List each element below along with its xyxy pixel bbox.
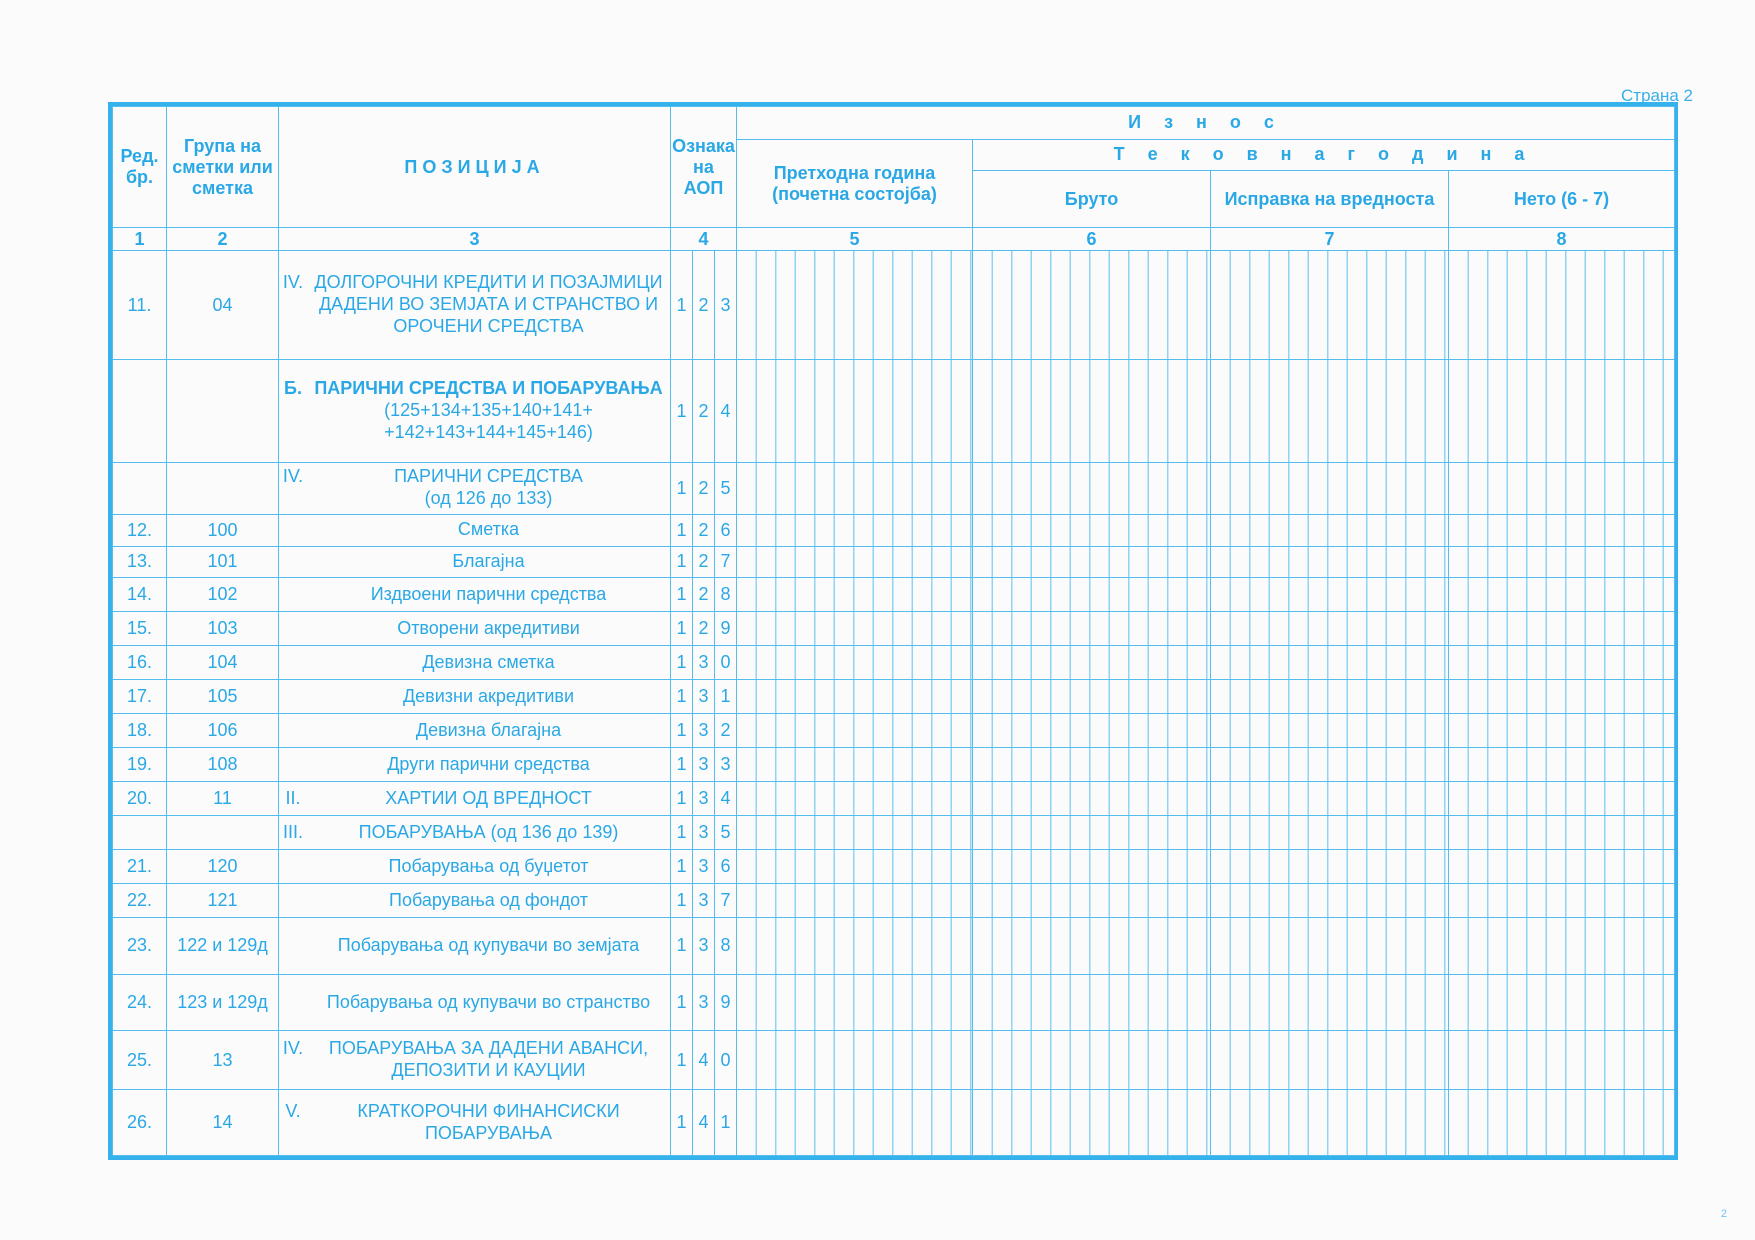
account-code: 108 [167,748,279,782]
account-code: 102 [167,578,279,612]
amount-prior-year-field[interactable] [737,646,973,680]
position-prefix [279,935,307,957]
amount-gross-field[interactable] [973,612,1211,646]
aop-digit: 1 [671,546,693,578]
amount-correction-field[interactable] [1211,748,1449,782]
position-prefix: II. [285,787,301,808]
amount-gross-field[interactable] [973,1031,1211,1090]
amount-net-field[interactable] [1449,748,1675,782]
position-prefix [279,720,307,742]
header-gross: Бруто [973,170,1211,228]
position-prefix [279,686,307,708]
aop-digit: 3 [693,714,715,748]
aop-digit: 9 [715,974,737,1031]
aop-digit: 7 [715,546,737,578]
position-prefix [279,992,307,1014]
position-cell [279,463,671,514]
amount-gross-field[interactable] [973,918,1211,975]
position-text: Девизни акредитиви [402,685,575,706]
amount-correction-field[interactable] [1211,850,1449,884]
position-text: Побарувања од купувачи во странство [326,991,651,1012]
header-current-year: Т е к о в н а г о д и н а [973,139,1675,170]
amount-gross-field[interactable] [973,251,1211,360]
position-text: ПАРИЧНИ СРЕДСТВА [394,466,583,487]
position-text: ПАРИЧНИ СРЕДСТВА И ПОБАРУВАЊА [314,378,663,399]
header-net: Нето (6 - 7) [1449,170,1675,228]
aop-digit: 1 [671,680,693,714]
position-cell [279,850,671,884]
amount-prior-year-field[interactable] [737,1090,973,1156]
aop-digit: 3 [715,748,737,782]
amount-net-field[interactable] [1449,578,1675,612]
aop-digit: 3 [715,251,737,360]
amount-gross-field[interactable] [973,714,1211,748]
aop-digit: 2 [693,463,715,514]
aop-digit: 3 [693,816,715,850]
aop-digit: 1 [715,680,737,714]
aop-digit: 6 [715,850,737,884]
position-prefix [279,519,307,541]
position-prefix: IV. [282,1038,304,1059]
amount-prior-year-field[interactable] [737,1031,973,1090]
aop-digit: 8 [715,918,737,975]
account-code: 104 [167,646,279,680]
position-cell [279,918,671,975]
position-prefix: III. [282,821,303,842]
aop-digit: 1 [671,463,693,514]
colnum-3: 3 [279,228,671,251]
footer-page-number: 2 [1720,1208,1727,1220]
table-row [113,612,1675,646]
amount-net-field[interactable] [1449,463,1675,514]
amount-prior-year-field[interactable] [737,463,973,514]
aop-digit: 4 [715,360,737,463]
row-number: 19. [113,748,167,782]
account-code: 105 [167,680,279,714]
header-group: Група на сметки или сметка [167,107,279,228]
colnum-1: 1 [113,228,167,251]
position-text: ХАРТИИ ОД ВРЕДНОСТ [385,787,592,808]
form-table [112,106,1675,1156]
amount-correction-field[interactable] [1211,1090,1449,1156]
header-prior-year: Претходна година (почетна состојба) [737,139,973,228]
colnum-8: 8 [1449,228,1675,251]
account-code: 123 и 129д [167,974,279,1031]
aop-digit: 2 [693,578,715,612]
amount-gross-field[interactable] [973,974,1211,1031]
amount-net-field[interactable] [1449,360,1675,463]
aop-digit: 1 [671,1090,693,1156]
account-code: 120 [167,850,279,884]
amount-prior-year-field[interactable] [737,612,973,646]
aop-digit: 3 [693,884,715,918]
amount-prior-year-field[interactable] [737,918,973,975]
amount-prior-year-field[interactable] [737,251,973,360]
amount-correction-field[interactable] [1211,1031,1449,1090]
amount-correction-field[interactable] [1211,546,1449,578]
amount-correction-field[interactable] [1211,514,1449,546]
row-number: 25. [113,1031,167,1090]
amount-net-field[interactable] [1449,714,1675,748]
position-prefix [279,890,307,912]
row-number: 17. [113,680,167,714]
position-cell [279,1090,671,1156]
position-prefix: V. [285,1100,301,1121]
row-number: 16. [113,646,167,680]
amount-correction-field[interactable] [1211,612,1449,646]
position-text: Благајна [452,550,525,571]
table-row [113,974,1675,1031]
amount-prior-year-field[interactable] [737,514,973,546]
row-number [113,463,167,514]
amount-prior-year-field[interactable] [737,680,973,714]
amount-correction-field[interactable] [1211,251,1449,360]
amount-prior-year-field[interactable] [737,748,973,782]
table-row [113,360,1675,463]
aop-digit: 4 [693,1090,715,1156]
amount-correction-field[interactable] [1211,646,1449,680]
table-row [113,646,1675,680]
account-code: 101 [167,546,279,578]
amount-gross-field[interactable] [973,578,1211,612]
aop-digit: 2 [693,612,715,646]
amount-correction-field[interactable] [1211,714,1449,748]
header-position: ПОЗИЦИЈА [279,107,671,228]
account-code: 122 и 129д [167,918,279,975]
account-code: 14 [167,1090,279,1156]
position-text: Сметка [457,519,520,540]
amount-net-field[interactable] [1449,1031,1675,1090]
amount-correction-field[interactable] [1211,680,1449,714]
aop-digit: 4 [693,1031,715,1090]
aop-digit: 1 [671,850,693,884]
position-text: Други парични средства [387,753,590,774]
table-row [113,251,1675,360]
amount-correction-field[interactable] [1211,884,1449,918]
amount-net-field[interactable] [1449,1090,1675,1156]
aop-digit: 8 [715,578,737,612]
aop-digit: 1 [671,782,693,816]
colnum-4: 4 [671,228,737,251]
amount-gross-field[interactable] [973,514,1211,546]
amount-prior-year-field[interactable] [737,974,973,1031]
position-text: КРАТКОРОЧНИ ФИНАНСИСКИ ПОБАРУВАЊА [357,1100,620,1143]
aop-digit: 3 [693,782,715,816]
aop-digit: 6 [715,514,737,546]
aop-digit: 3 [693,850,715,884]
header-rb: Ред. бр. [113,107,167,228]
account-code [167,463,279,514]
aop-digit: 0 [715,646,737,680]
aop-digit: 2 [693,251,715,360]
table-row [113,884,1675,918]
account-code [167,360,279,463]
colnum-2: 2 [167,228,279,251]
position-prefix: Б. [284,378,302,399]
account-code: 106 [167,714,279,748]
amount-net-field[interactable] [1449,918,1675,975]
aop-digit: 4 [715,782,737,816]
row-number [113,816,167,850]
aop-digit: 1 [671,514,693,546]
row-number: 18. [113,714,167,748]
table-row [113,546,1675,578]
amount-correction-field[interactable] [1211,974,1449,1031]
position-cell [279,748,671,782]
position-prefix [279,618,307,640]
aop-digit: 5 [715,463,737,514]
row-number: 15. [113,612,167,646]
amount-correction-field[interactable] [1211,918,1449,975]
account-code: 11 [167,782,279,816]
row-number: 20. [113,782,167,816]
row-number: 14. [113,578,167,612]
amount-gross-field[interactable] [973,748,1211,782]
position-text: Отворени акредитиви [397,617,580,638]
position-text: Побарувања од фондот [389,889,588,910]
position-cell [279,816,671,850]
aop-digit: 1 [671,578,693,612]
page-number-label: Страна 2 [1621,86,1693,105]
header-correction: Исправка на вредноста [1211,170,1449,228]
amount-gross-field[interactable] [973,360,1211,463]
table-row [113,1090,1675,1156]
aop-digit: 0 [715,1031,737,1090]
table-row [113,578,1675,612]
position-cell [279,514,671,546]
amount-gross-field[interactable] [973,1090,1211,1156]
position-cell [279,974,671,1031]
aop-digit: 2 [693,514,715,546]
aop-digit: 3 [693,918,715,975]
table-row [113,514,1675,546]
position-text: ПОБАРУВАЊА (од 136 до 139) [358,821,619,842]
amount-correction-field[interactable] [1211,816,1449,850]
amount-prior-year-field[interactable] [737,714,973,748]
aop-digit: 1 [715,1090,737,1156]
position-subtext: (од 126 до 133) [424,488,553,509]
position-text: Девизна благајна [415,719,562,740]
aop-digit: 1 [671,251,693,360]
amount-gross-field[interactable] [973,463,1211,514]
aop-digit: 1 [671,612,693,646]
row-number: 21. [113,850,167,884]
amount-net-field[interactable] [1449,884,1675,918]
amount-gross-field[interactable] [973,782,1211,816]
aop-digit: 1 [671,714,693,748]
amount-prior-year-field[interactable] [737,782,973,816]
aop-digit: 1 [671,918,693,975]
position-cell [279,578,671,612]
amount-prior-year-field[interactable] [737,884,973,918]
amount-net-field[interactable] [1449,974,1675,1031]
amount-prior-year-field[interactable] [737,816,973,850]
amount-gross-field[interactable] [973,816,1211,850]
row-number: 22. [113,884,167,918]
amount-gross-field[interactable] [973,546,1211,578]
position-prefix [279,754,307,776]
position-prefix: IV. [282,272,304,293]
amount-net-field[interactable] [1449,612,1675,646]
aop-digit: 7 [715,884,737,918]
position-cell [279,612,671,646]
amount-correction-field[interactable] [1211,360,1449,463]
account-code: 13 [167,1031,279,1090]
amount-gross-field[interactable] [973,850,1211,884]
table-row [113,714,1675,748]
table-row [113,918,1675,975]
amount-gross-field[interactable] [973,884,1211,918]
account-code: 121 [167,884,279,918]
header-amount: И з н о с [737,107,1675,140]
aop-digit: 1 [671,646,693,680]
table-row [113,463,1675,514]
row-number: 11. [113,251,167,360]
table-row [113,680,1675,714]
amount-gross-field[interactable] [973,680,1211,714]
amount-net-field[interactable] [1449,251,1675,360]
balance-sheet-form [108,102,1678,1160]
amount-net-field[interactable] [1449,680,1675,714]
aop-digit: 1 [671,360,693,463]
table-row [113,850,1675,884]
row-number: 26. [113,1090,167,1156]
amount-correction-field[interactable] [1211,463,1449,514]
amount-net-field[interactable] [1449,850,1675,884]
amount-gross-field[interactable] [973,646,1211,680]
amount-prior-year-field[interactable] [737,360,973,463]
position-text: Девизна сметка [422,651,555,672]
aop-digit: 1 [671,1031,693,1090]
account-code: 103 [167,612,279,646]
account-code: 04 [167,251,279,360]
aop-digit: 9 [715,612,737,646]
table-row [113,782,1675,816]
aop-digit: 1 [671,748,693,782]
position-text: Побарувања од купувачи во земјата [337,934,640,955]
aop-digit: 3 [693,680,715,714]
amount-correction-field[interactable] [1211,578,1449,612]
position-cell [279,251,671,360]
account-code [167,816,279,850]
position-text: ДОЛГОРОЧНИ КРЕДИТИ И ПОЗАЈМИЦИ ДАДЕНИ ВО ЗЕМЈАТА И СТРАНСТВО И ОРОЧЕНИ СРЕДСТВА [314,272,663,337]
amount-net-field[interactable] [1449,514,1675,546]
colnum-7: 7 [1211,228,1449,251]
header-aop: Ознака на АОП [671,107,737,228]
amount-net-field[interactable] [1449,782,1675,816]
aop-digit: 5 [715,816,737,850]
position-cell [279,646,671,680]
row-number [113,360,167,463]
position-text: ПОБАРУВАЊА ЗА ДАДЕНИ АВАНСИ, ДЕПОЗИТИ И КАУЦИИ [328,1038,649,1081]
position-cell [279,782,671,816]
colnum-5: 5 [737,228,973,251]
amount-prior-year-field[interactable] [737,546,973,578]
amount-correction-field[interactable] [1211,782,1449,816]
row-number: 12. [113,514,167,546]
aop-digit: 3 [693,748,715,782]
table-row [113,748,1675,782]
position-cell [279,546,671,578]
position-cell [279,884,671,918]
aop-digit: 2 [693,546,715,578]
position-text: Издвоени парични средства [370,583,607,604]
row-number: 24. [113,974,167,1031]
aop-digit: 2 [715,714,737,748]
position-cell [279,680,671,714]
aop-digit: 2 [693,360,715,463]
aop-digit: 3 [693,974,715,1031]
table-row [113,816,1675,850]
position-text: Побарувања од буџетот [388,855,589,876]
row-number: 23. [113,918,167,975]
position-prefix [279,856,307,878]
amount-net-field[interactable] [1449,646,1675,680]
amount-prior-year-field[interactable] [737,850,973,884]
aop-digit: 3 [693,646,715,680]
aop-digit: 1 [671,884,693,918]
position-prefix: IV. [282,466,304,487]
position-cell [279,360,671,463]
amount-net-field[interactable] [1449,816,1675,850]
aop-digit: 1 [671,816,693,850]
colnum-6: 6 [973,228,1211,251]
position-prefix [279,652,307,674]
amount-net-field[interactable] [1449,546,1675,578]
position-subtext: (125+134+135+140+141+ +142+143+144+145+146) [384,400,593,443]
account-code: 100 [167,514,279,546]
table-row [113,1031,1675,1090]
position-prefix [279,584,307,606]
aop-digit: 1 [671,974,693,1031]
position-prefix [279,551,307,573]
row-number: 13. [113,546,167,578]
position-cell [279,1031,671,1090]
amount-prior-year-field[interactable] [737,578,973,612]
position-cell [279,714,671,748]
